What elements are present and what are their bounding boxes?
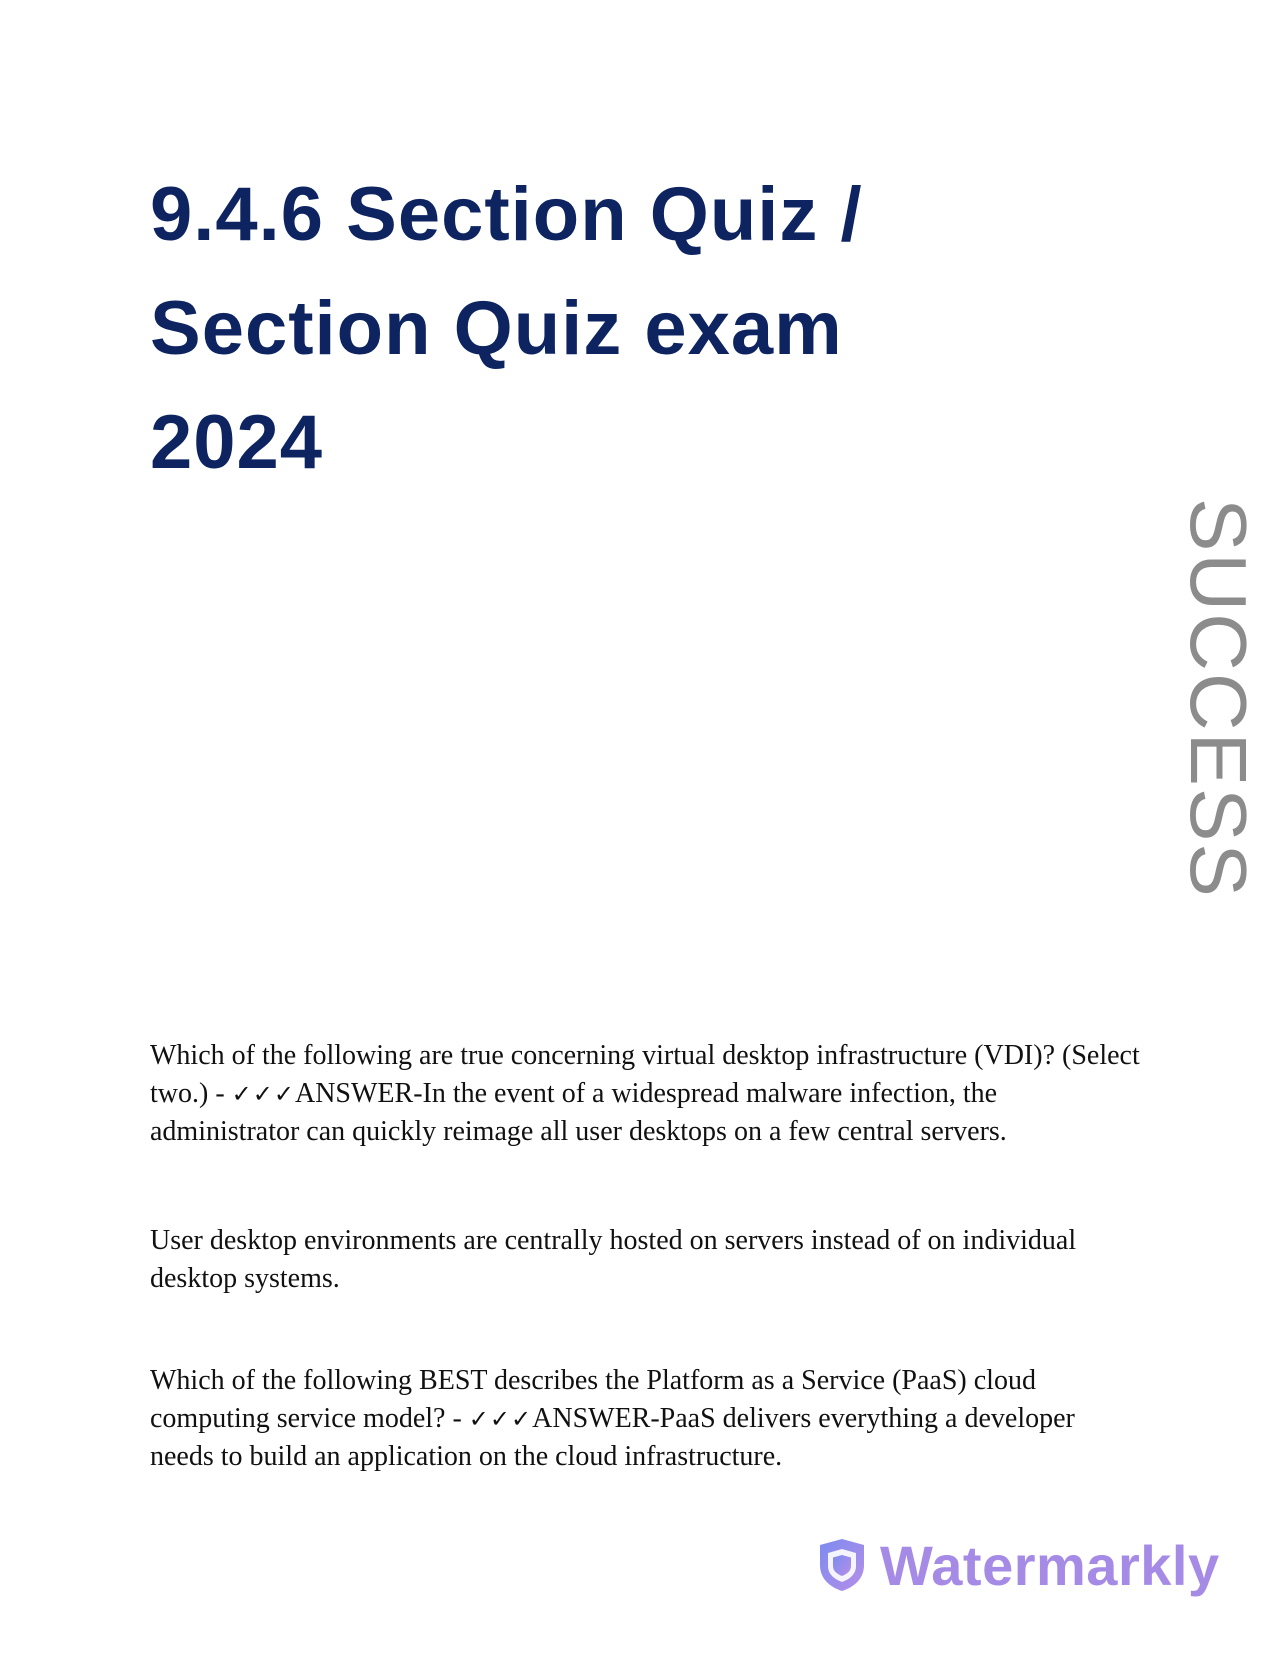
watermark-text: Watermarkly xyxy=(880,1533,1220,1597)
title-line-1: 9.4.6 Section Quiz / xyxy=(150,172,863,257)
shield-icon xyxy=(816,1537,868,1593)
checkmarks-icon: ✓✓✓ xyxy=(468,1405,533,1433)
qa-entry-paas xyxy=(150,1362,1140,1476)
success-side-stamp: SUCCESS xyxy=(1174,498,1263,899)
question-text: Which of the following are true concerning virtual desktop infrastructure (VDI)? (Select two.) - xyxy=(150,1040,1140,1109)
watermark xyxy=(816,1530,1220,1600)
checkmarks-icon: ✓✓✓ xyxy=(231,1080,295,1108)
qa-entry-vdi-second-answer: User desktop environments are centrally hosted on servers instead of on individual desktop systems. xyxy=(150,1225,1077,1294)
title-line-2: Section Quiz exam xyxy=(150,286,843,371)
answer-text: ANSWER-In the event of a widespread malware infection, the administrator can quickly reimage all user desktops on a few central servers. xyxy=(150,1078,1007,1147)
qa-entry-vdi xyxy=(150,1037,1140,1151)
title-line-3: 2024 xyxy=(150,400,324,485)
question-text: Which of the following BEST describes the Platform as a Service (PaaS) cloud computing service model? - xyxy=(150,1365,1036,1434)
document-title xyxy=(150,158,1050,500)
answer-text: ANSWER-PaaS delivers everything a developer needs to build an application on the cloud infrastructure. xyxy=(150,1403,1075,1472)
